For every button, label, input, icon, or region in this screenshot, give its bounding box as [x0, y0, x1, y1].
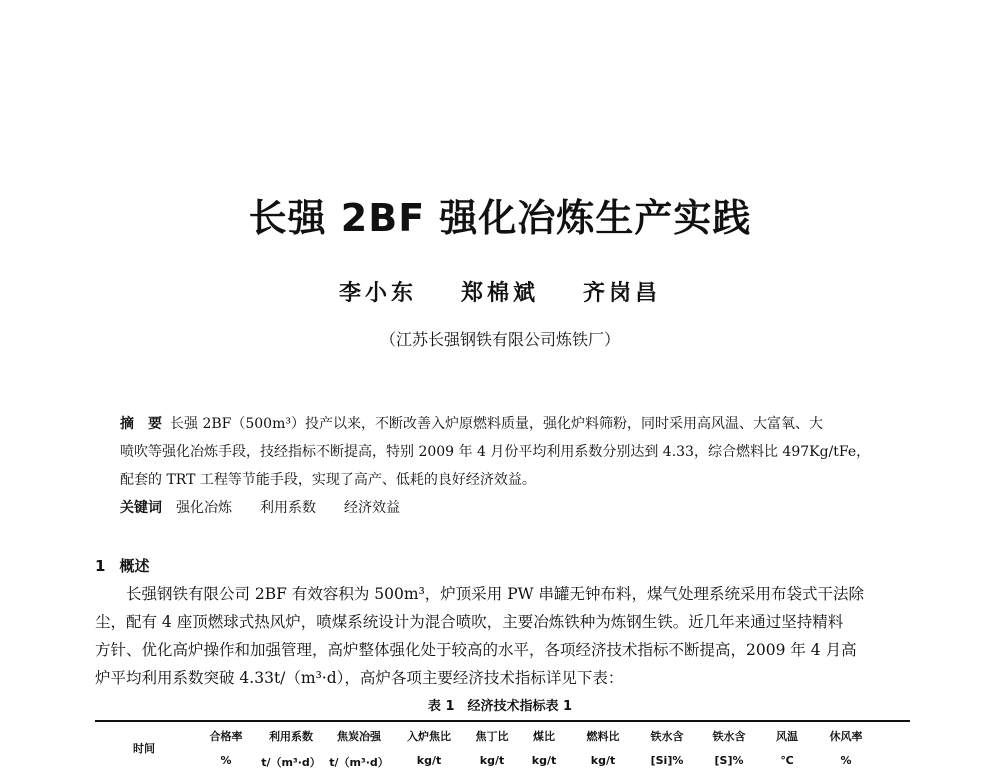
abstract-line: 配套的 TRT 工程等节能手段，实现了高产、低耗的良好经济效益。: [120, 472, 536, 488]
table-header-cell: [570, 722, 636, 767]
column-name: 煤比: [533, 730, 555, 743]
column-name: 燃料比: [586, 730, 620, 743]
abstract-label: 摘 要: [120, 416, 162, 432]
keyword: 经济效益: [344, 500, 400, 516]
paper-title: 长强 2BF 强化冶炼生产实践: [248, 196, 752, 240]
table-header-cell: [754, 722, 820, 767]
author-name: 郑棉斌: [460, 280, 539, 306]
column-unit: [S]%: [714, 754, 744, 767]
column-unit: %: [220, 754, 232, 767]
section-number: 1: [95, 557, 106, 575]
column-name: 利用系数: [269, 730, 313, 743]
table-header-cell: [696, 722, 762, 767]
table-header-cell: [258, 722, 324, 770]
abstract-block: [120, 410, 912, 522]
column-unit: [Si]%: [650, 754, 684, 767]
column-unit: ℃: [780, 754, 794, 767]
body-line: 炉平均利用系数突破 4.33t/（m³·d），高炉各项主要经济技术指标详见下表：: [95, 669, 624, 687]
body-line: 方针、优化高炉操作和加强管理，高炉整体强化处于较高的水平，各项经济技术指标不断提高，2009 年 4 月高: [95, 641, 857, 659]
table-header-cell: [326, 722, 392, 770]
table-header-time: 时间: [133, 742, 155, 755]
column-name: 铁水含: [650, 730, 684, 743]
abstract-text: 长强 2BF（500m³）投产以来，不断改善入炉原燃料质量，强化炉料筛粉，同时采用高风温、大富氧、大: [170, 416, 823, 432]
table-header: [95, 722, 910, 769]
column-name: 入炉焦比: [407, 730, 451, 743]
column-name: 焦丁比: [475, 730, 509, 743]
column-name: 休风率: [829, 730, 863, 743]
keyword: 强化冶炼: [176, 500, 232, 516]
table-header-cell: [634, 722, 700, 767]
keywords-line: [120, 494, 912, 522]
table-header-cell: [193, 722, 259, 767]
column-name: 铁水含: [712, 730, 746, 743]
keyword: 利用系数: [260, 500, 316, 516]
author-name: 李小东: [338, 280, 417, 306]
column-unit: kg/t: [416, 754, 442, 767]
author-name: 齐岗昌: [583, 280, 662, 306]
author-list: [0, 276, 1000, 307]
table-header-cell: [813, 722, 879, 767]
abstract-line: 喷吹等强化冶炼手段，技经指标不断提高，特别 2009 年 4 月份平均利用系数分别达到 4.33，综合燃料比 497Kg/tFe，: [120, 444, 871, 460]
keywords-label: 关键词: [120, 500, 162, 516]
abstract-line: [120, 410, 912, 438]
section-title: 概述: [119, 557, 150, 575]
table-header-cell: [511, 722, 577, 767]
column-unit: %: [840, 754, 852, 767]
table-header-cell: [396, 722, 462, 767]
column-name: 合格率: [209, 730, 243, 743]
section-heading: [95, 555, 149, 576]
table-caption: 表 1 经济技术指标表 1: [427, 699, 573, 714]
column-name: 风温: [776, 730, 798, 743]
column-unit: t/（m³·d）: [329, 756, 389, 769]
column-unit: kg/t: [479, 754, 505, 767]
column-unit: t/（m³·d）: [261, 756, 321, 769]
affiliation: （江苏长强钢铁有限公司炼铁厂）: [379, 330, 620, 349]
column-unit: kg/t: [531, 754, 557, 767]
column-name: 焦炭冶强: [337, 730, 381, 743]
body-line: 长强钢铁有限公司 2BF 有效容积为 500m³，炉顶采用 PW 串罐无钟布料，煤气处理系统采用布袋式干法除: [126, 585, 865, 603]
column-unit: kg/t: [590, 754, 616, 767]
body-line: 尘，配有 4 座顶燃球式热风炉，喷煤系统设计为混合喷吹，主要冶炼铁种为炼钢生铁。近几年来通过坚持精料: [95, 613, 844, 631]
body-paragraph: [95, 580, 915, 692]
